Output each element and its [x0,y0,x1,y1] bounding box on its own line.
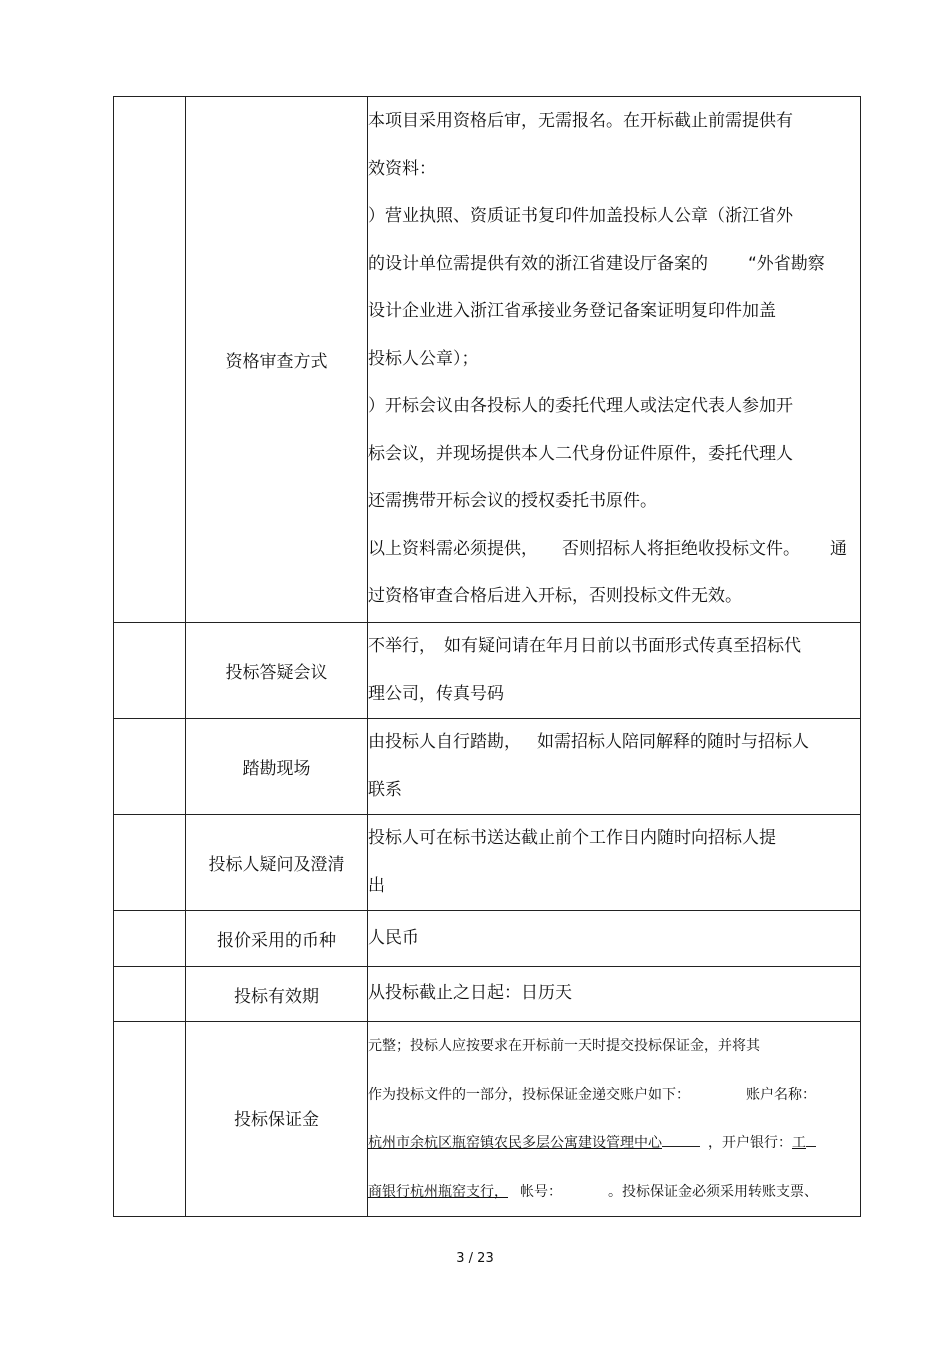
row-content [368,1022,861,1217]
content-line: 理公司，传真号码 [368,683,504,704]
content-line: 设计企业进入浙江省承接业务登记备案证明复印件加盖 [368,301,776,322]
content-line: 标会议，并现场提供本人二代身份证件原件，委托代理人 [368,443,793,464]
bid-info-table [113,96,861,1217]
content-line: 由投标人自行踏勘， 如需招标人陪同解释的随时与招标人 [368,732,809,752]
index-cell [114,967,186,1022]
row-label: 投标答疑会议 [186,623,368,719]
content-line: 作为投标文件的一部分，投标保证金递交账户如下： 账户名称： [368,1086,816,1103]
row-label: 投标人疑问及澄清 [186,815,368,911]
content-line: 联系 [368,779,402,800]
content-line: 以上资料需必须提供， 否则招标人将拒绝收投标文件。 通 [368,538,847,559]
table-row [114,719,861,815]
index-cell [114,911,186,967]
table-row [114,623,861,719]
row-label: 投标保证金 [186,1022,368,1217]
content-line: 本项目采用资格后审，无需报名。在开标截止前需提供有 [368,111,793,132]
table-row [114,97,861,623]
content-line: 还需携带开标会议的授权委托书原件。 [368,491,657,512]
content-line: 元整；投标人应按要求在开标前一天时提交投标保证金，并将其 [368,1038,760,1054]
content-line: ）营业执照、资质证书复印件加盖投标人公章（浙江省外 [368,206,793,227]
content-line: ）开标会议由各投标人的委托代理人或法定代表人参加开 [368,396,793,417]
content-line: 出 [368,875,385,896]
row-label: 踏勘现场 [186,719,368,815]
row-content [368,97,861,623]
page-number: 3 / 23 [456,1251,494,1266]
index-cell [114,815,186,911]
content-line: 的设计单位需提供有效的浙江省建设厅备案的 “外省勘察 [368,253,825,274]
index-cell [114,719,186,815]
content-line: 效资料： [368,158,436,179]
content-line: 商银行杭州瓶窑支行， 帐号： 。投标保证金必须采用转账支票、 [368,1183,818,1200]
row-content [368,815,861,911]
row-content [368,623,861,719]
content-line: 人民币 [368,927,419,948]
table-row [114,1022,861,1217]
table-row [114,815,861,911]
index-cell [114,97,186,623]
index-cell [114,1022,186,1217]
index-cell [114,623,186,719]
table-row [114,911,861,967]
content-line: 投标人可在标书送达截止前个工作日内随时向招标人提 [368,828,776,848]
row-content [368,719,861,815]
table-row [114,967,861,1022]
content-line: 从投标截止之日起：日历天 [368,983,572,1004]
row-label: 投标有效期 [186,967,368,1022]
row-label: 报价采用的币种 [186,911,368,967]
content-line: 杭州市余杭区瓶窑镇农民多层公寓建设管理中心 ，开户银行：工 [368,1119,860,1168]
row-content [368,967,861,1022]
row-label: 资格审查方式 [186,97,368,623]
content-line: 过资格审查合格后进入开标，否则投标文件无效。 [368,586,742,607]
content-line: 投标人公章）； [368,348,479,369]
row-content [368,911,861,967]
content-line: 不举行， 如有疑问请在年月日前以书面形式传真至招标代 [368,636,801,656]
